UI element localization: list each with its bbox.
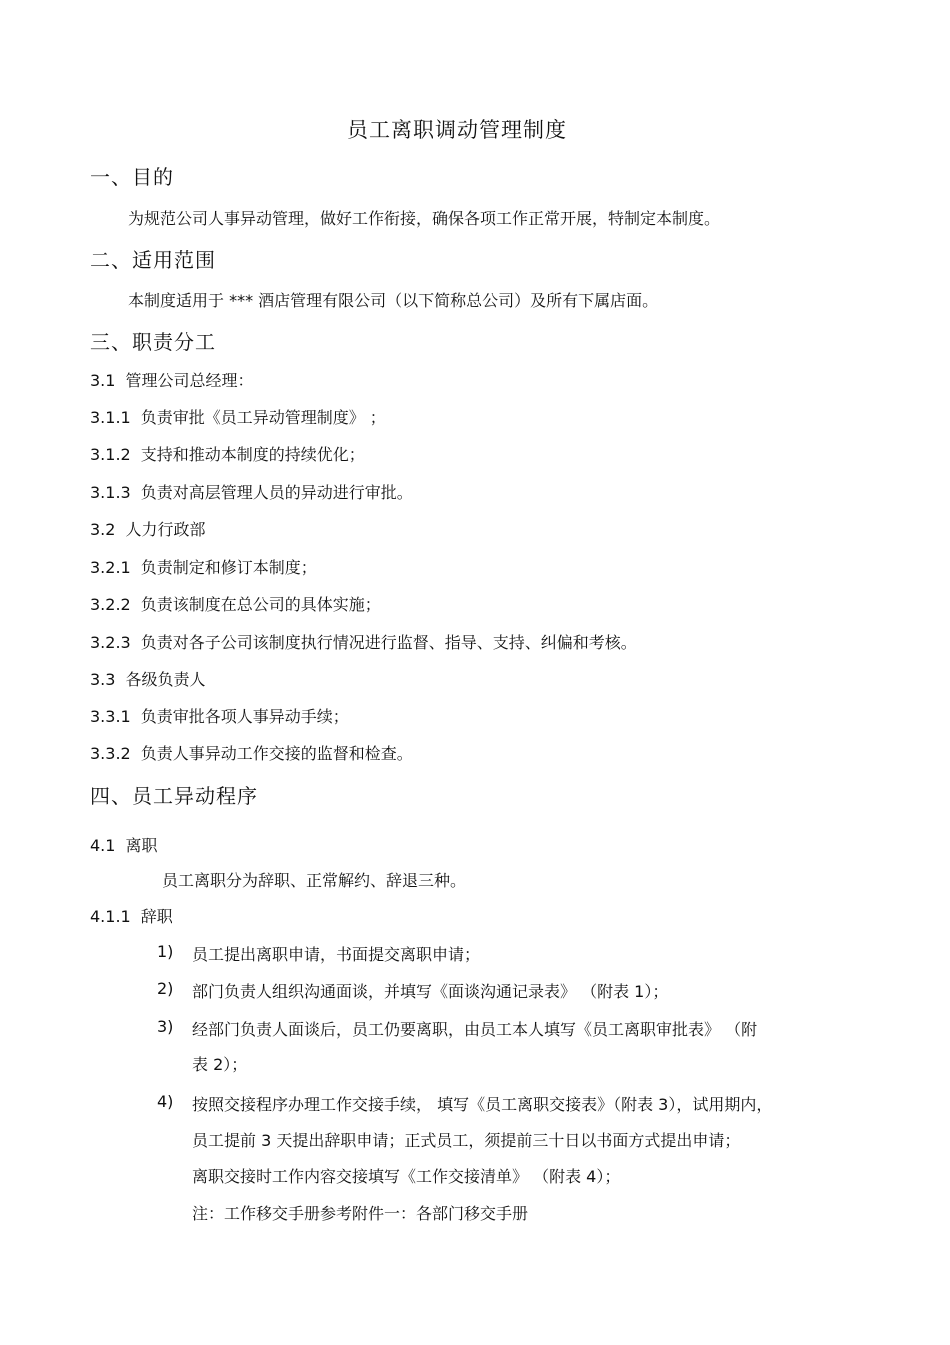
responsibility-item: [90, 555, 317, 578]
subsection-title: 辞职: [140, 907, 173, 926]
item-text: 负责该制度在总公司的具体实施；: [140, 595, 381, 614]
item-text: 负责对各子公司该制度执行情况进行监督、指导、支持、纠偏和考核。: [140, 633, 637, 652]
list-item-text: 员工提出离职申请，书面提交离职申请；: [192, 945, 481, 964]
section-heading-responsibilities: 三、职责分工: [90, 330, 216, 354]
list-number: 2): [157, 979, 174, 998]
item-number: 3.1.2: [90, 445, 131, 464]
responsibility-item: [90, 667, 205, 690]
item-text: 管理公司总经理：: [125, 371, 254, 390]
list-number: 1): [157, 942, 174, 961]
responsibility-item: [90, 442, 365, 465]
item-number: 3.1.1: [90, 408, 131, 427]
item-number: 3.3: [90, 670, 116, 689]
section-heading-procedure: 四、员工异动程序: [90, 784, 258, 808]
responsibility-item: [90, 741, 413, 764]
responsibility-item: [90, 480, 413, 503]
responsibility-item: [90, 517, 205, 540]
scope-paragraph: 本制度适用于 *** 酒店管理有限公司（以下简称总公司）及所有下属店面。: [128, 291, 659, 310]
subsection-number: 4.1.1: [90, 907, 131, 926]
section-heading-purpose: 一、目的: [90, 165, 174, 189]
item-text: 负责人事异动工作交接的监督和检查。: [140, 744, 413, 763]
list-item-note: 注：工作移交手册参考附件一：各部门移交手册: [192, 1204, 529, 1223]
item-text: 人力行政部: [125, 520, 206, 539]
responsibility-item: [90, 405, 386, 428]
section-heading-scope: 二、适用范围: [90, 248, 216, 272]
list-item-text-continued: 离职交接时工作内容交接填写《工作交接清单》 （附表 4）；: [192, 1167, 621, 1186]
item-number: 3.3.1: [90, 707, 131, 726]
responsibility-item: [90, 630, 637, 653]
item-number: 3.1: [90, 371, 116, 390]
item-text: 支持和推动本制度的持续优化；: [140, 445, 365, 464]
item-number: 3.3.2: [90, 744, 131, 763]
list-item-text: 经部门负责人面谈后，员工仍要离职，由员工本人填写《员工离职审批表》 （附: [192, 1020, 758, 1039]
item-number: 3.2.1: [90, 558, 131, 577]
list-item-text: 按照交接程序办理工作交接手续， 填写《员工离职交接表》（附表 3），试用期内，: [192, 1095, 773, 1114]
item-number: 3.1.3: [90, 483, 131, 502]
resignation-intro: 员工离职分为辞职、正常解约、辞退三种。: [162, 871, 467, 890]
subsection-heading: [90, 833, 157, 856]
responsibility-item: [90, 704, 349, 727]
item-number: 3.2: [90, 520, 116, 539]
item-text: 负责审批《员工异动管理制度》 ；: [140, 408, 386, 427]
list-item-text-continued: 表 2）；: [192, 1055, 248, 1074]
item-text: 负责对高层管理人员的异动进行审批。: [140, 483, 413, 502]
purpose-paragraph: 为规范公司人事异动管理，做好工作衔接，确保各项工作正常开展，特制定本制度。: [128, 209, 721, 228]
subsection-heading: [90, 904, 173, 927]
subsection-title: 离职: [125, 836, 158, 855]
document-title: 员工离职调动管理制度: [347, 118, 567, 142]
responsibility-item: [90, 592, 381, 615]
list-number: 4): [157, 1092, 174, 1111]
item-text: 负责审批各项人事异动手续；: [140, 707, 349, 726]
subsection-number: 4.1: [90, 836, 116, 855]
list-item-text-continued: 员工提前 3 天提出辞职申请；正式员工，须提前三十日以书面方式提出申请；: [192, 1131, 741, 1150]
item-text: 负责制定和修订本制度；: [140, 558, 317, 577]
list-number: 3): [157, 1017, 174, 1036]
item-number: 3.2.3: [90, 633, 131, 652]
item-text: 各级负责人: [125, 670, 206, 689]
list-item-text: 部门负责人组织沟通面谈，并填写《面谈沟通记录表》 （附表 1）；: [192, 982, 669, 1001]
item-number: 3.2.2: [90, 595, 131, 614]
responsibility-item: [90, 368, 253, 391]
